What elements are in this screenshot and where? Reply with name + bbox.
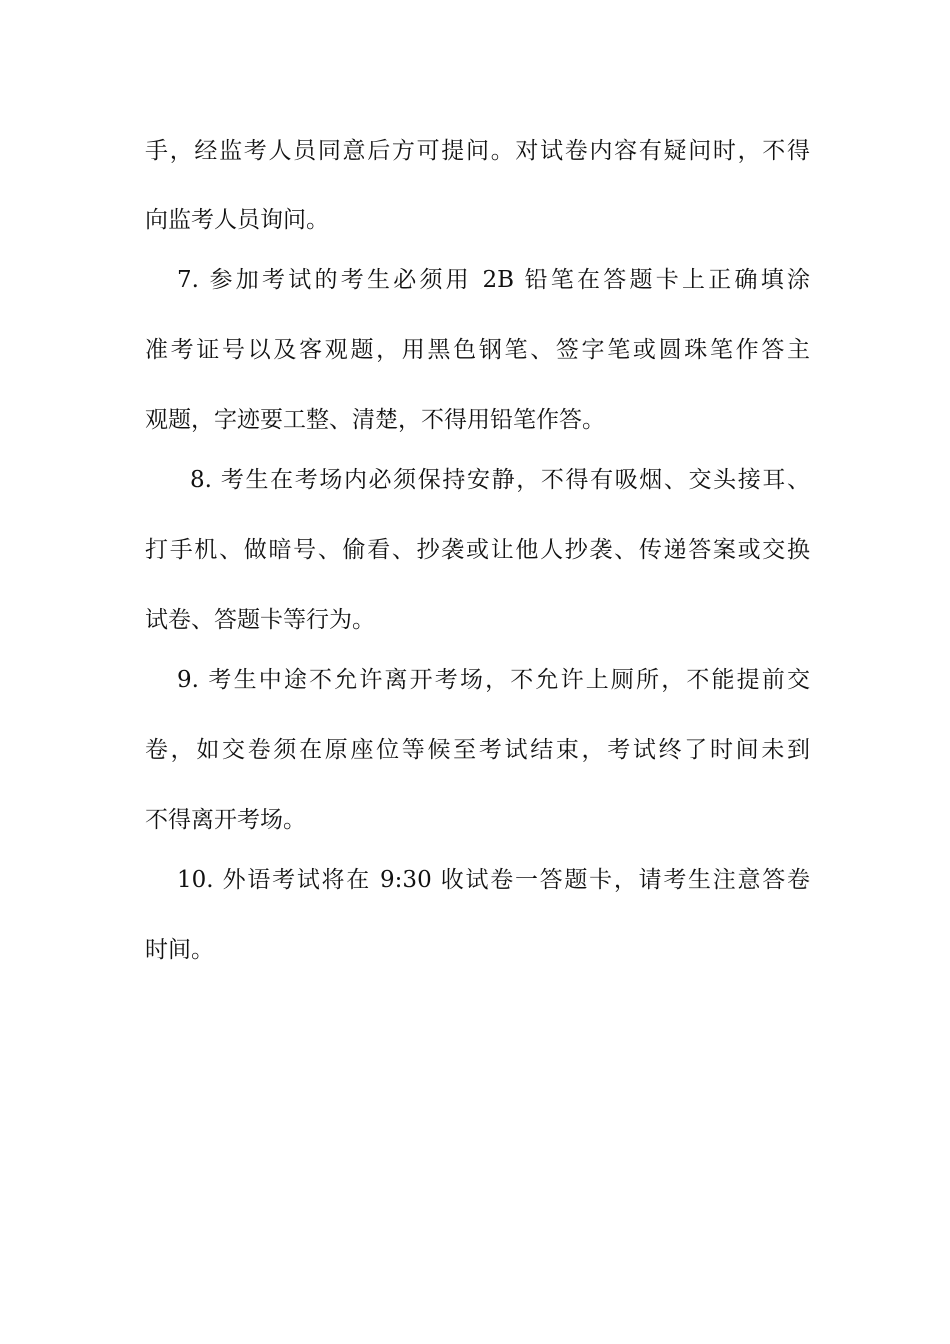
paragraph-6-line-2: 手，经监考人员同意后方可提问。对试卷内容有疑问时，不得: [145, 138, 810, 164]
paragraph-8-line-1: 8. 考生在考场内必须保持安静，不得有吸烟、交头接耳、: [190, 467, 810, 493]
paragraph-7-line-3: 观题，字迹要工整、清楚，不得用铅笔作答。: [145, 407, 605, 433]
paragraph-10-line-2: 时间。: [145, 937, 214, 963]
paragraph-7-line-1: 7. 参加考试的考生必须用 2B 铅笔在答题卡上正确填涂: [177, 267, 810, 293]
paragraph-9-line-3: 不得离开考场。: [145, 807, 306, 833]
paragraph-8-line-3: 试卷、答题卡等行为。: [145, 607, 375, 633]
paragraph-6-line-3: 向监考人员询问。: [145, 207, 329, 233]
paragraph-7-line-2: 准考证号以及客观题，用黑色钢笔、签字笔或圆珠笔作答主: [145, 337, 810, 363]
paragraph-8-line-2: 打手机、做暗号、偷看、抄袭或让他人抄袭、传递答案或交换: [145, 537, 810, 563]
paragraph-10-line-1: 10. 外语考试将在 9:30 收试卷一答题卡，请考生注意答卷: [177, 867, 810, 893]
paragraph-9-line-1: 9. 考生中途不允许离开考场，不允许上厕所，不能提前交: [177, 667, 810, 693]
paragraph-9-line-2: 卷，如交卷须在原座位等候至考试结束，考试终了时间未到: [145, 737, 810, 763]
